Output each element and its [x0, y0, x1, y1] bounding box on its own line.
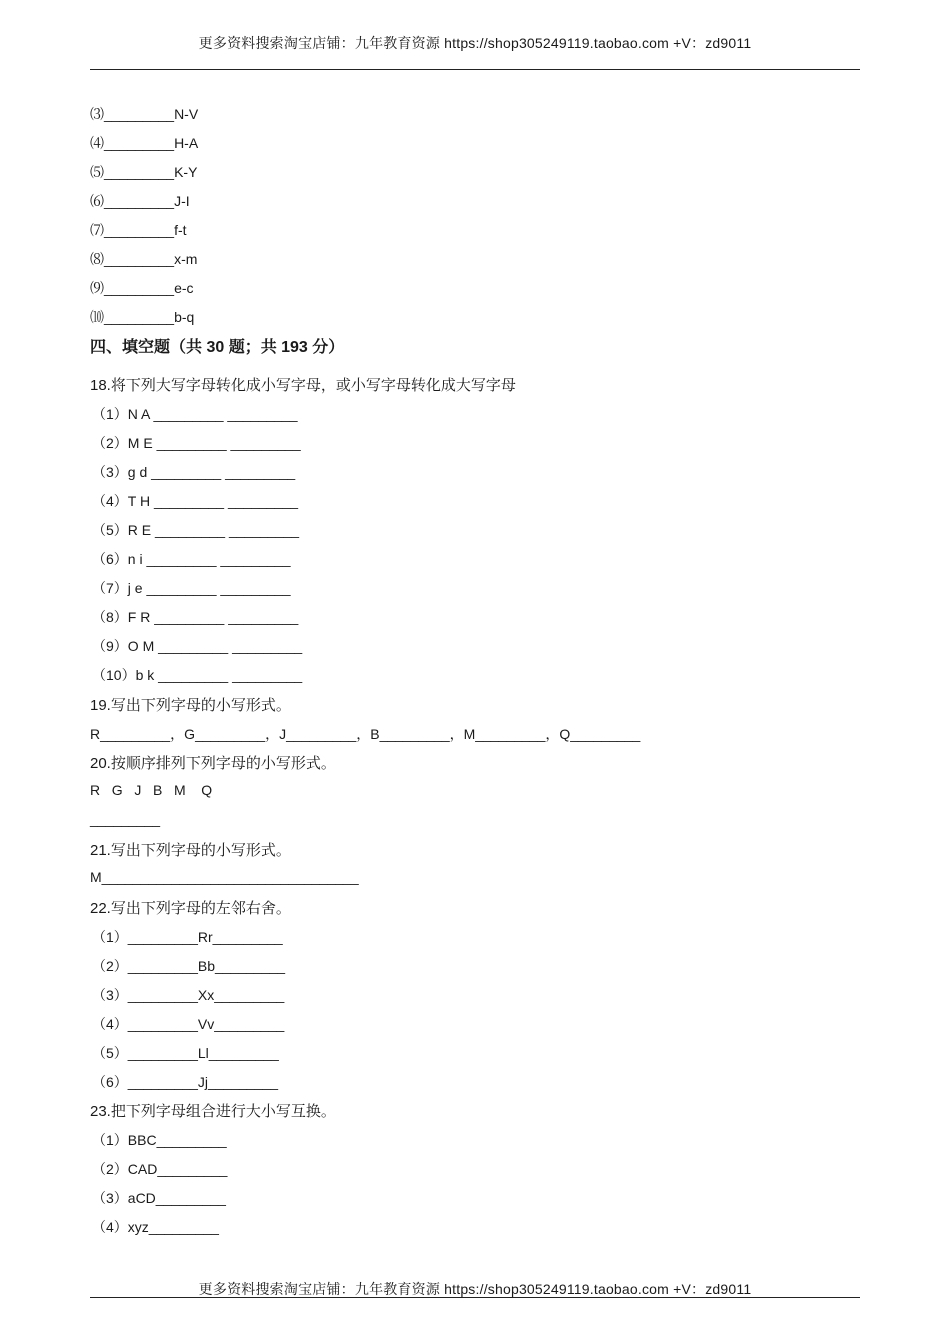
- prev-item: ⑶_________N-V: [90, 106, 199, 122]
- question-21-title: 21.写出下列字母的小写形式。: [90, 842, 291, 859]
- q22-item: （3）_________Xx_________: [92, 987, 285, 1003]
- q18-item: （2）M E _________ _________: [92, 435, 301, 451]
- prev-item: ⑸_________K-Y: [90, 164, 198, 180]
- q18-item: （10）b k _________ _________: [92, 667, 303, 683]
- q18-item: （9）O M _________ _________: [92, 638, 303, 654]
- q19-answer-line: R_________，G_________，J_________，B_________，M_________，Q_________: [90, 726, 641, 742]
- prev-item: ⑼_________e-c: [90, 280, 194, 296]
- prev-item: ⑽_________b-q: [90, 309, 195, 325]
- q21-answer-line: M_________________________________: [90, 869, 359, 885]
- prev-item: ⑻_________x-m: [90, 251, 198, 267]
- question-19-title: 19.写出下列字母的小写形式。: [90, 697, 291, 714]
- page-footer: 更多资料搜索淘宝店铺：九年教育资源 https://shop305249119.taobao.com +V：zd9011: [198, 1281, 752, 1297]
- q18-item: （7）j e _________ _________: [92, 580, 291, 596]
- q18-item: （4）T H _________ _________: [92, 493, 299, 509]
- prev-item: ⑷_________H-A: [90, 135, 199, 151]
- header-rule: [90, 69, 860, 70]
- q22-item: （2）_________Bb_________: [92, 958, 286, 974]
- q23-item: （1）BBC_________: [92, 1132, 227, 1148]
- question-20-title: 20.按顺序排列下列字母的小写形式。: [90, 755, 336, 772]
- q18-item: （1）N A _________ _________: [92, 406, 298, 422]
- q22-item: （6）_________Jj_________: [92, 1074, 279, 1090]
- q23-item: （2）CAD_________: [92, 1161, 228, 1177]
- q23-item: （4）xyz_________: [92, 1219, 219, 1235]
- prev-item: ⑹_________J-I: [90, 193, 190, 209]
- q18-item: （3）g d _________ _________: [92, 464, 296, 480]
- question-23-title: 23.把下列字母组合进行大小写互换。: [90, 1103, 336, 1120]
- q22-item: （1）_________Rr_________: [92, 929, 283, 945]
- prev-item: ⑺_________f-t: [90, 222, 187, 238]
- q23-item: （3）aCD_________: [92, 1190, 226, 1206]
- question-22-title: 22.写出下列字母的左邻右舍。: [90, 900, 291, 917]
- q18-item: （5）R E _________ _________: [92, 522, 300, 538]
- question-18-title: 18.将下列大写字母转化成小写字母，或小写字母转化成大写字母: [90, 377, 516, 394]
- page-header: 更多资料搜索淘宝店铺：九年教育资源 https://shop305249119.taobao.com +V：zd9011: [198, 35, 752, 51]
- q18-item: （8）F R _________ _________: [92, 609, 299, 625]
- section-title: 四、填空题（共 30 题；共 193 分）: [90, 339, 345, 356]
- q18-item: （6）n i _________ _________: [92, 551, 291, 567]
- q20-blank: _________: [90, 811, 161, 827]
- q22-item: （4）_________Vv_________: [92, 1016, 285, 1032]
- q20-letters: R G J B M Q: [90, 782, 213, 798]
- q22-item: （5）_________Ll_________: [92, 1045, 279, 1061]
- footer-rule: [90, 1297, 860, 1298]
